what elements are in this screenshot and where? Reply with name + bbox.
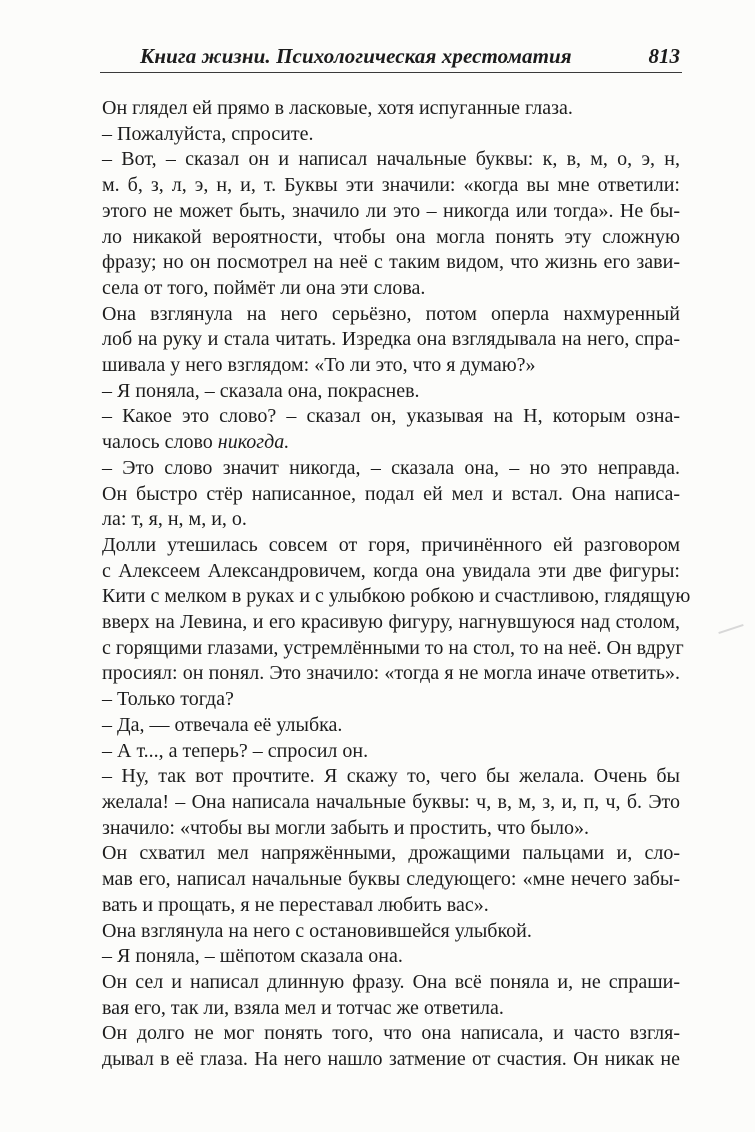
text-line: – Я поняла, – сказала она, покраснев. <box>102 379 420 402</box>
text-line: – Да, — отвечала её улыбка. <box>102 713 343 736</box>
italic-word: никогда. <box>217 431 290 454</box>
text-line: Он быстро стёр написанное, подал ей мел и встал. Она написа- <box>102 482 680 505</box>
text-line: Она взглянула на него серьёзно, потом оперла нахмуренный <box>102 302 680 325</box>
text-line: Кити с мелком в руках и с улыбкою робкою и счастливою, глядящую <box>102 585 691 608</box>
text-block <box>102 96 691 1073</box>
text-line: желала! – Она написала начальные буквы: ч, в, м, з, и, п, ч, б. Это <box>102 790 680 813</box>
text-line: Долли утешилась совсем от горя, причинённого ей разговором <box>102 533 680 556</box>
text-line: лоб на руку и стала читать. Изредка она взглядывала на него, спра- <box>102 328 680 351</box>
page-number: 813 <box>648 44 680 68</box>
text-line: Она взглянула на него с остановившейся улыбкой. <box>102 919 532 942</box>
text-line: с Алексеем Александровичем, когда она увидала эти две фигуры: <box>102 559 680 582</box>
text-line: – А т..., а теперь? – спросил он. <box>102 739 369 762</box>
text-line: Он сел и написал длинную фразу. Она всё поняла и, не спраши- <box>102 970 680 993</box>
book-title: Книга жизни. Психологическая хрестоматия <box>140 44 572 68</box>
text-line: Он долго не мог понять того, что она написала, и часто взгля- <box>102 1022 680 1045</box>
text-line: шивала у него взглядом: «То ли это, что я думаю?» <box>102 354 536 377</box>
running-header <box>100 40 682 73</box>
text-line: м. б, з, л, э, н, и, т. Буквы эти значили: «когда вы мне ответили: <box>102 174 680 197</box>
text-line: – Только тогда? <box>102 688 234 711</box>
text-line: дывал в её глаза. На него нашло затмение от счастия. Он никак не <box>102 1048 680 1071</box>
text-line: вверх на Левина, и его красивую фигуру, нагнувшуюся над столом, <box>102 611 680 634</box>
text-line: вать и прощать, я не переставал любить вас». <box>102 893 489 916</box>
text-line: – Пожалуйста, спросите. <box>102 122 314 145</box>
text-line: этого не может быть, значило ли это – никогда или тогда». Не бы- <box>102 199 680 222</box>
text-line: – Ну, так вот прочтите. Я скажу то, чего бы желала. Очень бы <box>102 765 680 788</box>
scan-smudge <box>718 624 743 634</box>
text-line: – Вот, – сказал он и написал начальные буквы: к, в, м, о, э, н, <box>102 148 680 171</box>
text-line <box>102 430 680 456</box>
text-fragment: чалось слово <box>102 431 213 454</box>
text-line: с горящими глазами, устремлёнными то на стол, то на неё. Он вдруг <box>102 636 684 659</box>
text-line: – Какое это слово? – сказал он, указывая на Н, которым озна- <box>102 405 680 428</box>
text-line: фразу; но он посмотрел на неё с таким видом, что жизнь его зави- <box>102 251 680 274</box>
text-line: ло никакой вероятности, чтобы она могла понять эту сложную <box>102 225 680 248</box>
text-line: села от того, поймёт ли она эти слова. <box>102 276 426 299</box>
page-body <box>102 96 691 1073</box>
text-line: – Я поняла, – шёпотом сказала она. <box>102 945 403 968</box>
text-line: вая его, так ли, взяла мел и тотчас же ответила. <box>102 996 504 1019</box>
text-line: ла: т, я, н, м, и, о. <box>102 508 247 531</box>
text-line: мав его, написал начальные буквы следующего: «мне нечего забы- <box>102 868 680 891</box>
text-line: Он глядел ей прямо в ласковые, хотя испуганные глаза. <box>102 97 573 119</box>
text-line: Он схватил мел напряжёнными, дрожащими пальцами и, сло- <box>102 842 680 865</box>
text-line: просиял: он понял. Это значило: «тогда я не могла иначе ответить». <box>102 662 680 685</box>
text-line: значило: «чтобы вы могли забыть и простить, что было». <box>102 816 590 839</box>
text-line: – Это слово значит никогда, – сказала она, – но это неправда. <box>102 456 680 479</box>
